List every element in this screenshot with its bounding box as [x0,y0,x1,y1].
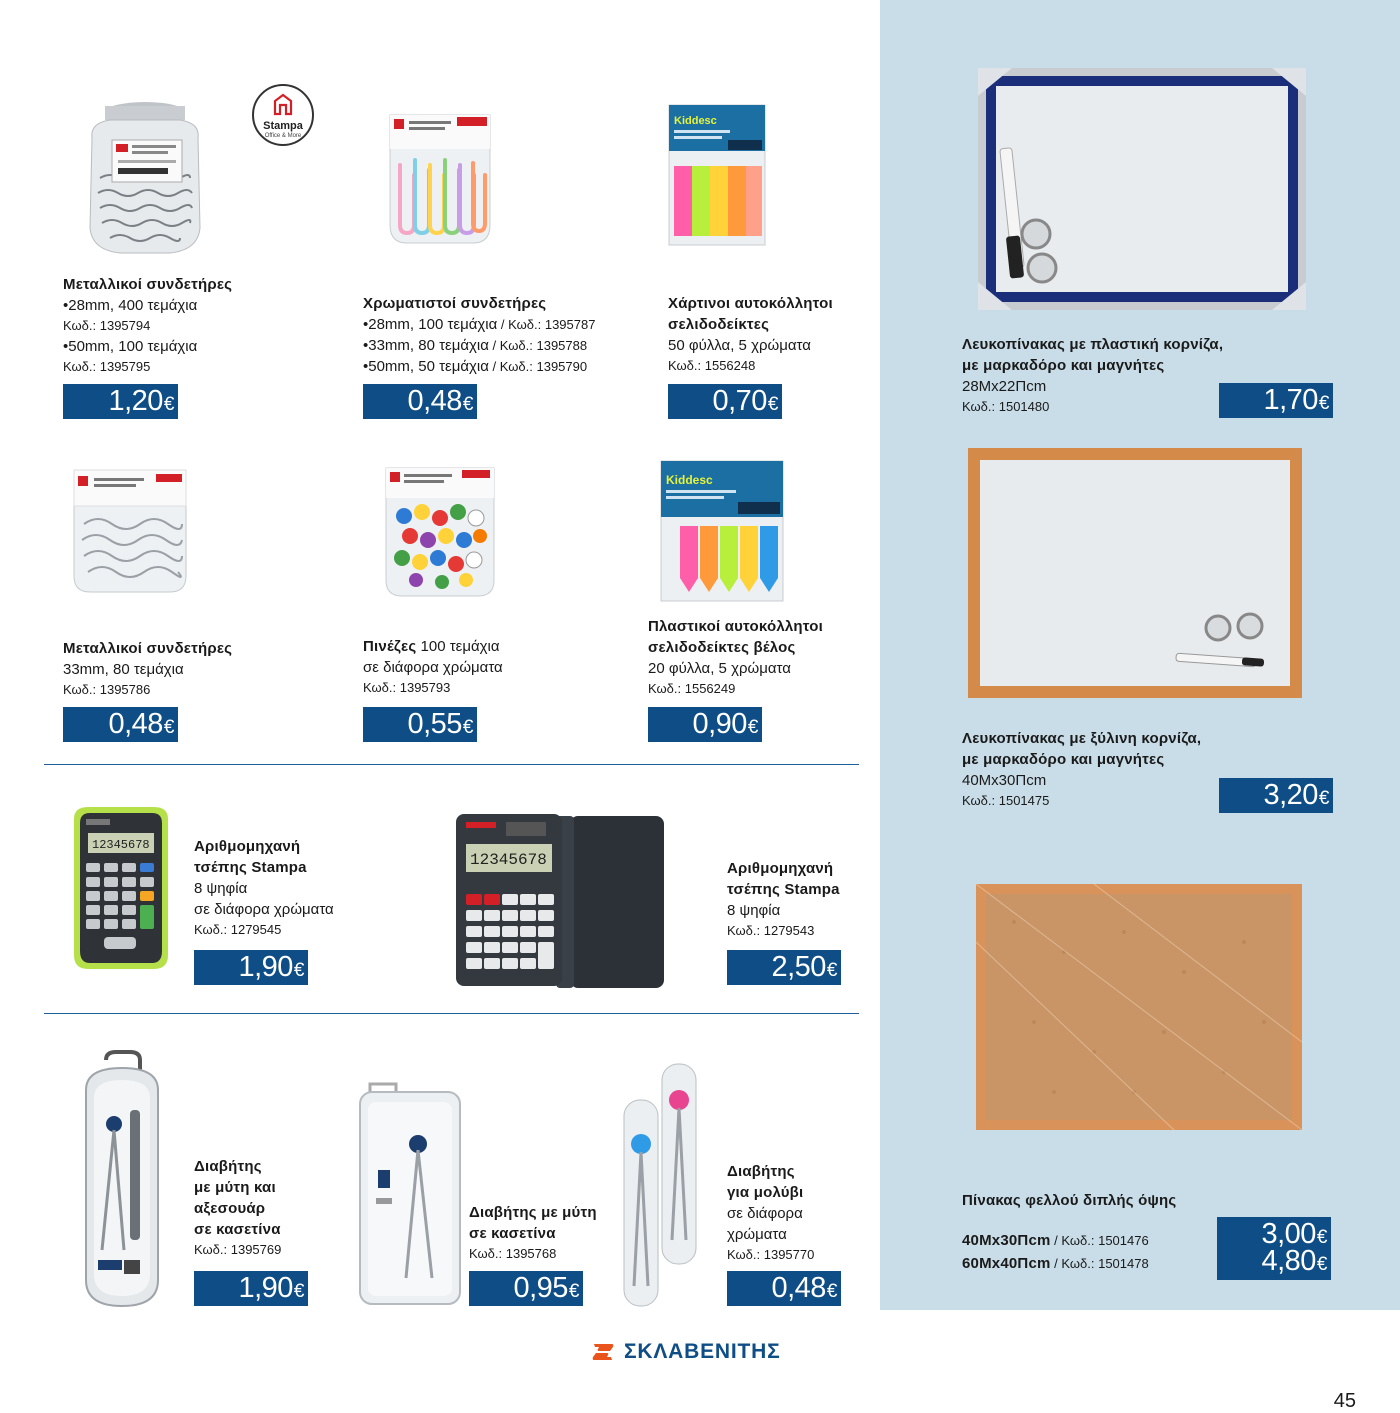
product-code: Κωδ.: 1279543 [727,923,815,938]
whiteboard-wood-frame-image [966,446,1304,700]
price-tag: 0,90€ [648,707,762,742]
product-whiteboard-wood [962,728,1201,811]
product-code: Κωδ.: 1395794 [63,318,151,333]
compass-set-case-image [76,1050,168,1310]
product-size: 40Mx30Πcm [962,1232,1051,1249]
product-code: Κωδ.: 1395786 [63,682,151,697]
product-code: Κωδ.: 1395768 [469,1246,557,1261]
product-code: Κωδ.: 1395770 [727,1247,815,1262]
product-code: / Κωδ.: 1395787 [497,317,596,332]
pack-brand: Kiddesc [674,115,717,127]
logo-tagline: Office & More [264,133,302,139]
product-variant: 20 φύλλα, 5 χρώματα [648,660,791,677]
product-variant: •33mm, 80 τεμάχια [363,337,489,354]
product-name-line2: τσέπης Stampa [727,881,840,898]
pack-brand: Kiddesc [666,473,713,487]
paper-sticky-tabs-image [668,104,766,246]
price-tag: 2,50€ [727,950,841,985]
product-variant: χρώματα [727,1226,787,1243]
product-name: Αριθμομηχανή [194,838,301,855]
product-name-line2: τσέπης Stampa [194,859,307,876]
price-line: 3,00€ [1261,1218,1327,1250]
product-code: Κωδ.: 1279545 [194,922,282,937]
product-name-line2: με μαρκαδόρο και μαγνήτες [962,357,1165,374]
product-size: 28Mx22Πcm [962,378,1047,395]
price-tag: 1,90€ [194,950,308,985]
product-code: Κωδ.: 1556248 [668,358,756,373]
metal-clips-box-image [70,464,190,596]
price-tag-double [1217,1217,1331,1280]
product-name-line2: με μύτη και [194,1179,276,1196]
product-cork-board [962,1190,1176,1274]
product-code: / Κωδ.: 1501476 [1050,1233,1149,1248]
product-pencil-compass [727,1161,814,1265]
product-variant: σε διάφορα χρώματα [194,901,334,918]
product-name: Πλαστικοί αυτοκόλλητοι [648,618,823,635]
product-code: Κωδ.: 1395793 [363,680,451,695]
compass-clear-case-image [356,1078,464,1308]
price-tag: 0,95€ [469,1271,583,1306]
product-variant: σε διάφορα [727,1205,803,1222]
price-tag: 0,70€ [668,384,782,419]
section-divider [44,764,859,765]
product-metal-clips-1 [63,274,232,377]
product-paper-sticky-tabs [668,293,833,376]
product-variant: 8 ψηφία [727,902,781,919]
product-calculator-green [194,836,334,940]
price-tag: 3,20€ [1219,778,1333,813]
product-size: 40Mx30Πcm [962,772,1047,789]
product-variant: •50mm, 100 τεμάχια [63,338,198,355]
product-name: Χρωματιστοί συνδετήρες [363,295,547,312]
product-name: Διαβήτης με μύτη [469,1204,597,1221]
price-tag: 0,48€ [727,1271,841,1306]
pencil-compass-image [618,1060,708,1310]
product-variant: 50 φύλλα, 5 χρώματα [668,337,811,354]
product-name: Λευκοπίνακας με ξύλινη κορνίζα, [962,730,1202,747]
product-name-line4: σε κασετίνα [194,1221,281,1238]
product-code: Κωδ.: 1395795 [63,359,151,374]
product-code: Κωδ.: 1556249 [648,681,736,696]
product-size: 60Mx40Πcm [962,1255,1051,1272]
price-tag: 1,70€ [1219,383,1333,418]
product-name: Πινέζες [363,638,417,655]
calculator-display: 12345678 [470,851,547,869]
product-name-line2: σελιδοδείκτες βέλος [648,639,796,656]
product-code: Κωδ.: 1501480 [962,399,1050,414]
brand-swirl-icon [590,1340,616,1364]
flip-calculator-image [452,810,667,990]
product-name-line2: σελιδοδείκτες [668,316,770,333]
product-name: Πίνακας φελλού διπλής όψης [962,1192,1177,1209]
product-code: / Κωδ.: 1395790 [488,359,588,374]
stampa-logo [252,84,314,146]
product-name: Αριθμομηχανή [727,860,834,877]
footer-brand-name: ΣΚΛΑΒΕΝΙΤΗΣ [624,1340,781,1363]
price-line: 4,80€ [1261,1245,1327,1277]
product-variant: •28mm, 400 τεμάχια [63,297,198,314]
product-name-line2: για μολύβι [727,1184,804,1201]
product-code: Κωδ.: 1501475 [962,793,1050,808]
whiteboard-plastic-frame-image [976,66,1308,312]
product-colour-clips [363,293,595,377]
product-name: Χάρτινοι αυτοκόλλητοι [668,295,833,312]
price-tag: 1,20€ [63,384,178,419]
price-tag: 1,90€ [194,1271,308,1306]
product-variant: 33mm, 80 τεμάχια [63,661,184,678]
footer-brand-logo [590,1340,781,1364]
product-thumb-tacks [363,636,503,698]
logo-name: Stampa [263,120,303,132]
product-name-line2: με μαρκαδόρο και μαγνήτες [962,751,1165,768]
product-name: Διαβήτης [727,1163,795,1180]
section-divider [44,1013,859,1014]
product-name: Μεταλλικοί συνδετήρες [63,640,233,657]
product-code: / Κωδ.: 1395788 [488,338,588,353]
product-whiteboard-plastic [962,334,1223,417]
arrow-sticky-tabs-image [660,460,784,602]
product-code: Κωδ.: 1395769 [194,1242,282,1257]
cork-board-image [974,882,1304,1132]
page-number: 45 [1333,1390,1356,1412]
product-name: Διαβήτης [194,1158,262,1175]
metal-clips-jar-image [70,98,220,258]
product-metal-clips-2 [63,638,232,700]
price-tag: 0,48€ [363,384,477,419]
house-icon [272,92,294,116]
product-variant: 100 τεμάχια [416,638,500,655]
thumb-tacks-pack-image [382,460,498,600]
product-name: Λευκοπίνακας με πλαστική κορνίζα, [962,336,1224,353]
product-compass-set [194,1156,281,1260]
product-name-line3: αξεσουάρ [194,1200,266,1217]
price-tag: 0,48€ [63,707,178,742]
green-calculator-image [66,805,176,973]
product-code: / Κωδ.: 1501478 [1050,1256,1149,1271]
product-variant: σε διάφορα χρώματα [363,659,503,676]
product-name: Μεταλλικοί συνδετήρες [63,276,233,293]
product-calculator-flip [727,858,840,941]
calculator-display: 12345678 [92,838,150,852]
product-variant: 8 ψηφία [194,880,248,897]
product-compass-case [469,1202,597,1264]
price-tag: 0,55€ [363,707,477,742]
product-name-line2: σε κασετίνα [469,1225,556,1242]
product-variant: •50mm, 50 τεμάχια [363,358,489,375]
product-variant: •28mm, 100 τεμάχια [363,316,498,333]
product-arrow-sticky-tabs [648,616,823,699]
colour-clips-pack-image [385,105,495,245]
